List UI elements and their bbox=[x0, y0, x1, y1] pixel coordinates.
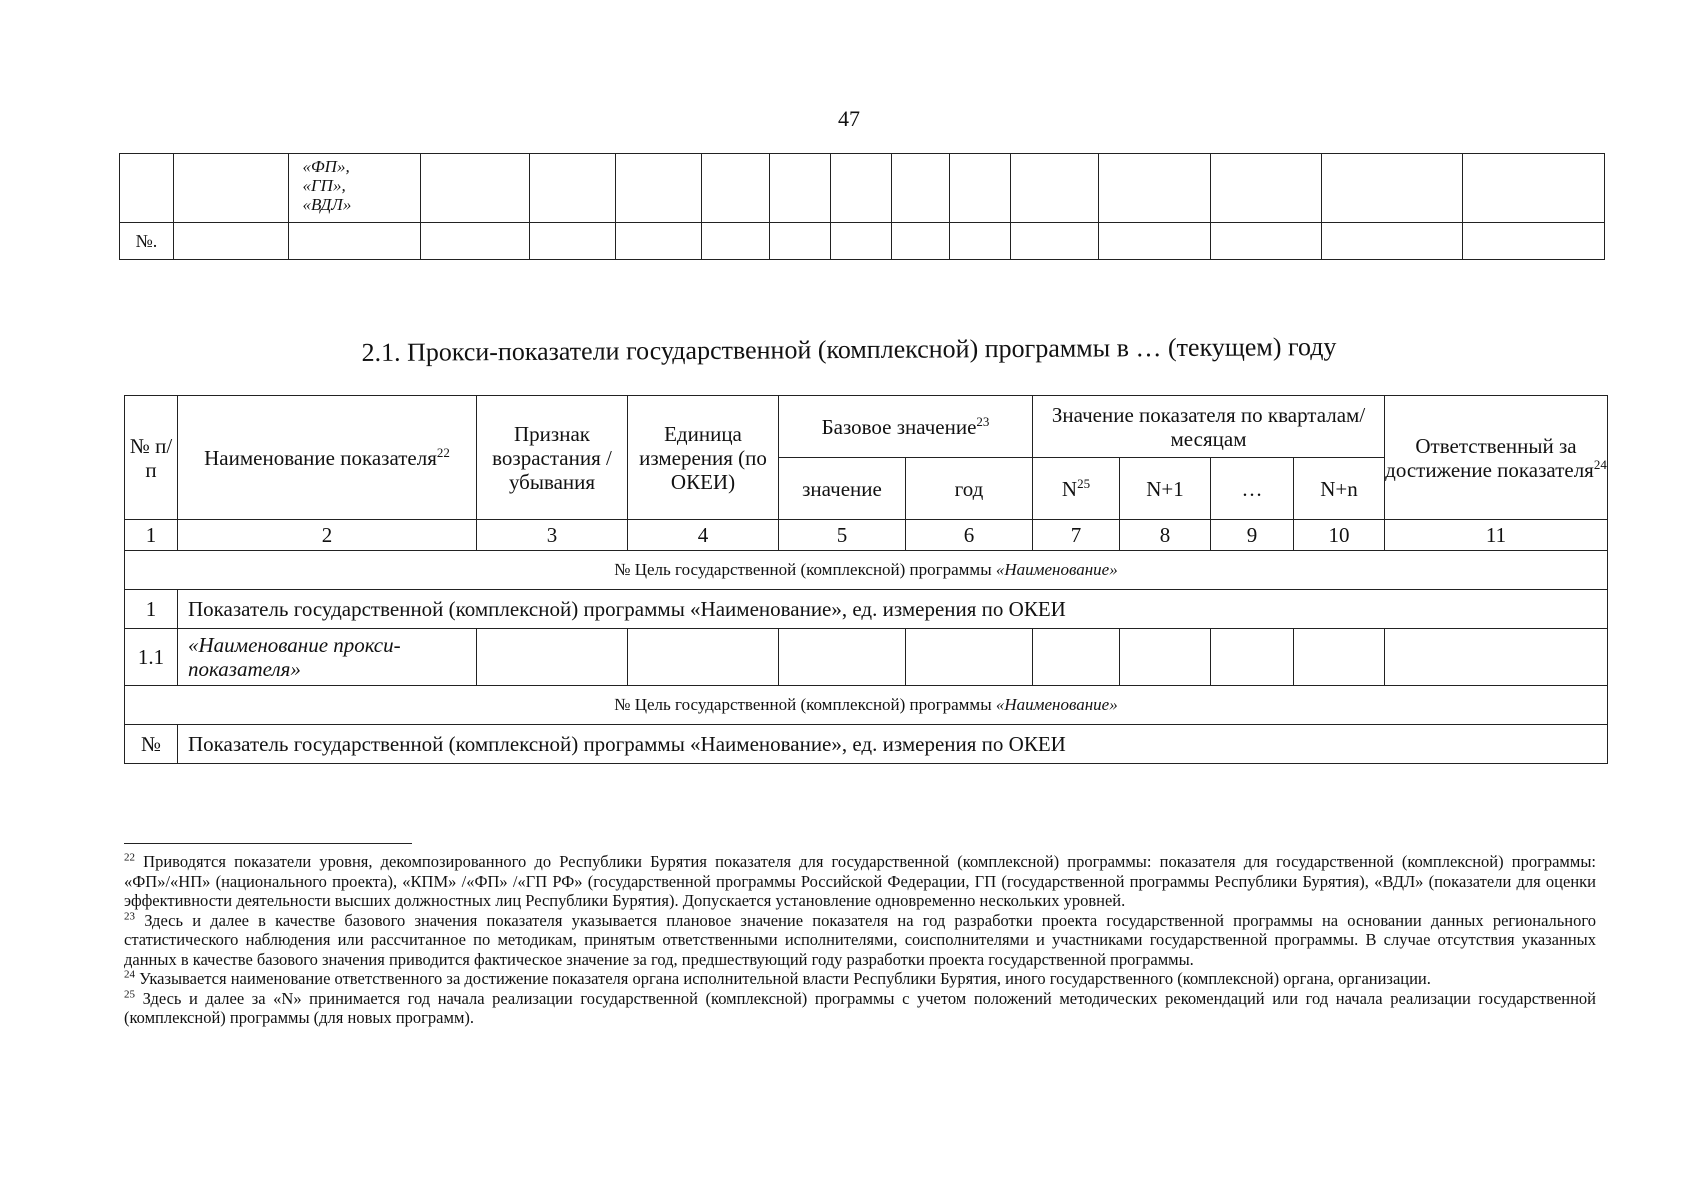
table-cell bbox=[530, 223, 616, 260]
header-q-n: $N^{25}$ bbox=[1033, 458, 1120, 520]
table-cell bbox=[1294, 629, 1385, 686]
table-cell bbox=[1011, 223, 1099, 260]
footnote-22: $^{22}$ Приводятся показатели уровня, декомпозированного до Республики Бурятия показателя для государственной (комплексной) программы: показателя для государственной (комплексной) программы: «ФП»/«НП» (национального проекта), «КПМ» /«ФП» /«ГП РФ» (государственной программы Российской Федерации, ГП (государственной программы Республики Бурятия), «ВДЛ» (показатели для оценки эффективности деятельности высших должностных лиц Республики Бурятия). Допускается установление одновременно нескольких уровней. bbox=[124, 851, 1596, 910]
row-number: №. bbox=[120, 223, 174, 260]
index-cell: 8 bbox=[1120, 520, 1211, 551]
table-cell bbox=[1033, 629, 1120, 686]
header-num: № п/п bbox=[125, 396, 178, 520]
footnote-24: $^{24}$ Указывается наименование ответственного за достижение показателя органа исполнительной власти Республики Бурятия, иного государственного (комплексной) органа, организации. bbox=[124, 968, 1431, 988]
table-cell bbox=[288, 223, 421, 260]
indicator-row: Показатель государственной (комплексной) программы «Наименование», ед. измерения по ОКЕИ bbox=[178, 725, 1608, 764]
table-cell bbox=[173, 154, 288, 223]
table-cell bbox=[770, 154, 831, 223]
table-cell bbox=[120, 154, 174, 223]
table-cell bbox=[421, 154, 530, 223]
table-cell bbox=[1098, 223, 1210, 260]
level-gp: «ГП», bbox=[302, 176, 346, 195]
proxy-indicators-table bbox=[124, 395, 1608, 764]
index-cell: 11 bbox=[1385, 520, 1608, 551]
index-cell: 2 bbox=[178, 520, 477, 551]
header-base-year: год bbox=[906, 458, 1033, 520]
goal-row: № Цель государственной (комплексной) программы «Наименование» bbox=[125, 686, 1608, 725]
table-cell bbox=[891, 223, 950, 260]
table-cell bbox=[1211, 629, 1294, 686]
table-cell bbox=[1120, 629, 1211, 686]
index-cell: 4 bbox=[628, 520, 779, 551]
table-cell bbox=[830, 154, 891, 223]
footnote-23: $^{23}$ Здесь и далее в качестве базового значения показателя указывается плановое значение показателя на год разработки проекта государственной программы на основании данных регионального статистического наблюдения или рассчитанное по методикам, принятым ответственными исполнителями, соисполнителями и участниками государственной программы. В случае отсутствия указанных данных в качестве базового значения приводится фактическое значение за год, предшествующий году разработки проекта государственной программы. bbox=[124, 910, 1596, 969]
proxy-num: 1.1 bbox=[125, 629, 178, 686]
table-cell bbox=[1463, 223, 1605, 260]
level-vdl: «ВДЛ» bbox=[302, 195, 352, 214]
table-cell bbox=[477, 629, 628, 686]
table-cell bbox=[1322, 154, 1463, 223]
table-cell bbox=[1210, 154, 1322, 223]
table-cell bbox=[701, 223, 769, 260]
index-cell: 5 bbox=[779, 520, 906, 551]
index-cell: 1 bbox=[125, 520, 178, 551]
table-cell bbox=[701, 154, 769, 223]
header-base: Базовое значение$^{23}$ bbox=[779, 396, 1033, 458]
index-cell: 7 bbox=[1033, 520, 1120, 551]
footnotes bbox=[124, 852, 1596, 1028]
header-quarters: Значение показателя по кварталам/месяцам bbox=[1033, 396, 1385, 458]
header-name: Наименование показателя$^{22}$ bbox=[178, 396, 477, 520]
table-cell bbox=[421, 223, 530, 260]
table-cell bbox=[830, 223, 891, 260]
table-cell bbox=[779, 629, 906, 686]
table-cell bbox=[770, 223, 831, 260]
table-cell bbox=[1322, 223, 1463, 260]
section-title: 2.1. Прокси-показатели государственной (комплексной) программы в … (текущем) году bbox=[361, 332, 1337, 367]
index-cell: 10 bbox=[1294, 520, 1385, 551]
proxy-name: «Наименование прокси-показателя» bbox=[178, 629, 477, 686]
level-fp: «ФП», bbox=[302, 157, 350, 176]
index-cell: 6 bbox=[906, 520, 1033, 551]
header-q-dots: … bbox=[1211, 458, 1294, 520]
table-cell bbox=[1385, 629, 1608, 686]
table-cell bbox=[530, 154, 616, 223]
table-cell bbox=[615, 223, 701, 260]
indicator-num: № bbox=[125, 725, 178, 764]
header-q-nn: N+n bbox=[1294, 458, 1385, 520]
table-cell bbox=[950, 223, 1011, 260]
level-cell bbox=[288, 154, 421, 223]
table-cell bbox=[615, 154, 701, 223]
header-base-value: значение bbox=[779, 458, 906, 520]
indicator-row: Показатель государственной (комплексной) программы «Наименование», ед. измерения по ОКЕИ bbox=[178, 590, 1608, 629]
continued-table bbox=[119, 153, 1605, 260]
indicator-num: 1 bbox=[125, 590, 178, 629]
header-q-n1: N+1 bbox=[1120, 458, 1211, 520]
header-responsible: Ответственный за достижение показателя$^{24}$ bbox=[1385, 396, 1608, 520]
table-cell bbox=[1463, 154, 1605, 223]
table-cell bbox=[906, 629, 1033, 686]
table-cell bbox=[1210, 223, 1322, 260]
footnote-25: $^{25}$ Здесь и далее за «N» принимается год начала реализации государственной (комплексной) программы с учетом положений методических рекомендаций или год начала реализации государственной (комплексной) программы (для новых программ). bbox=[124, 988, 1597, 1027]
table-cell bbox=[173, 223, 288, 260]
footnote-separator bbox=[124, 843, 412, 844]
header-unit: Единица измерения (по ОКЕИ) bbox=[628, 396, 779, 520]
index-cell: 3 bbox=[477, 520, 628, 551]
header-sign: Признак возрастания / убывания bbox=[477, 396, 628, 520]
table-cell bbox=[1098, 154, 1210, 223]
goal-row: № Цель государственной (комплексной) программы «Наименование» bbox=[125, 551, 1608, 590]
index-cell: 9 bbox=[1211, 520, 1294, 551]
page-number: 47 bbox=[838, 106, 860, 131]
table-cell bbox=[891, 154, 950, 223]
table-cell bbox=[1011, 154, 1099, 223]
table-cell bbox=[950, 154, 1011, 223]
table-cell bbox=[628, 629, 779, 686]
